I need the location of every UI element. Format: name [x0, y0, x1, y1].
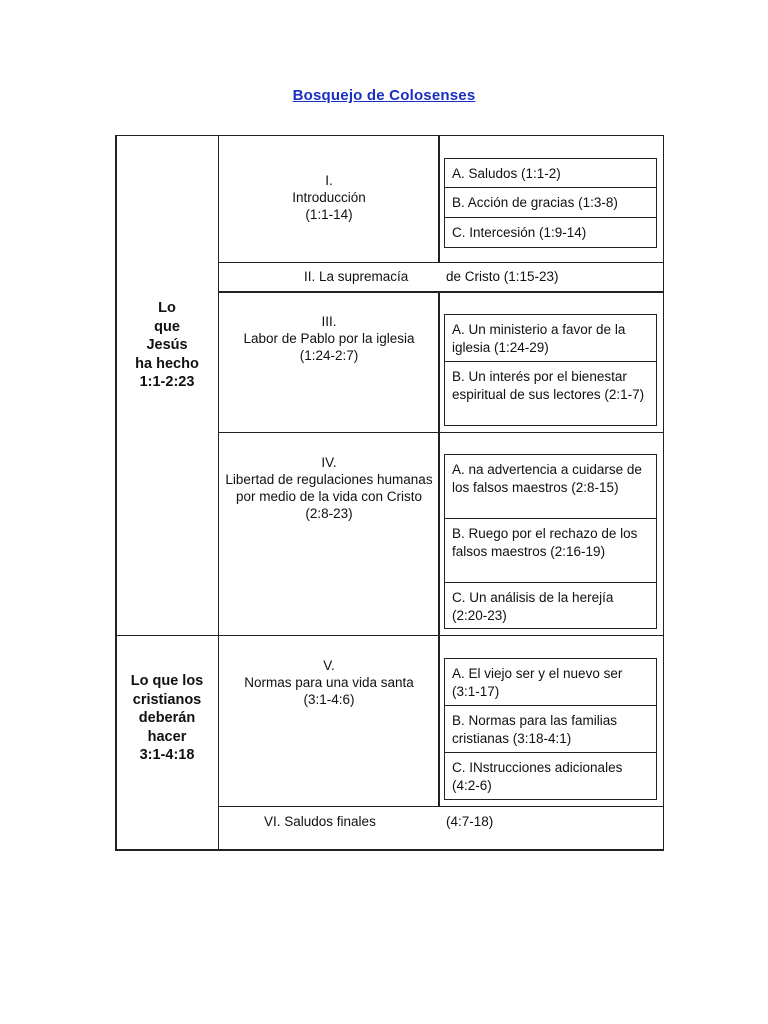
column-divider-mid-2	[438, 292, 440, 806]
row-divider	[218, 262, 664, 263]
row-heading: IV. Libertad de regulaciones humanas por medio de la vida con Cristo (2:8-23)	[225, 455, 433, 521]
row-heading-continuation: (4:7-18)	[446, 814, 494, 829]
list-item: B. Ruego por el rechazo de los falsos maestros (2:16-19)	[444, 518, 657, 583]
list-item: A. Saludos (1:1-2)	[444, 158, 657, 188]
page-title: Bosquejo de Colosenses	[292, 87, 476, 104]
section-label: Lo que los cristianos deberán hacer 3:1-4:18	[130, 673, 204, 763]
list-item: B. Acción de gracias (1:3-8)	[444, 187, 657, 218]
row-divider	[218, 806, 664, 807]
list-item: C. INstrucciones adicionales (4:2-6)	[444, 752, 657, 800]
list-item: B. Normas para las familias cristianas (3:18-4:1)	[444, 705, 657, 753]
list-item: B. Un interés por el bienestar espiritual de sus lectores (2:1-7)	[444, 361, 657, 426]
list-item: C. Intercesión (1:9-14)	[444, 217, 657, 248]
row-heading-continuation: de Cristo (1:15-23)	[446, 269, 559, 284]
row-heading: I. Introducción (1:1-14)	[292, 173, 366, 222]
list-item: C. Un análisis de la herejía (2:20-23)	[444, 582, 657, 629]
row-heading: VI. Saludos finales	[264, 814, 376, 829]
row-heading: II. La supremacía	[304, 269, 409, 284]
section-label: Lo que Jesús ha hecho 1:1-2:23	[135, 300, 199, 390]
row-divider	[218, 291, 664, 293]
row-heading: V. Normas para una vida santa (3:1-4:6)	[244, 658, 414, 707]
list-item: A. Un ministerio a favor de la iglesia (1:24-29)	[444, 314, 657, 362]
row-heading: III. Labor de Pablo por la iglesia (1:24-2:7)	[243, 314, 415, 363]
row-divider	[218, 432, 664, 433]
list-item: A. El viejo ser y el nuevo ser (3:1-17)	[444, 658, 657, 706]
list-item: A. na advertencia a cuidarse de los falsos maestros (2:8-15)	[444, 454, 657, 519]
section-divider	[115, 635, 664, 636]
